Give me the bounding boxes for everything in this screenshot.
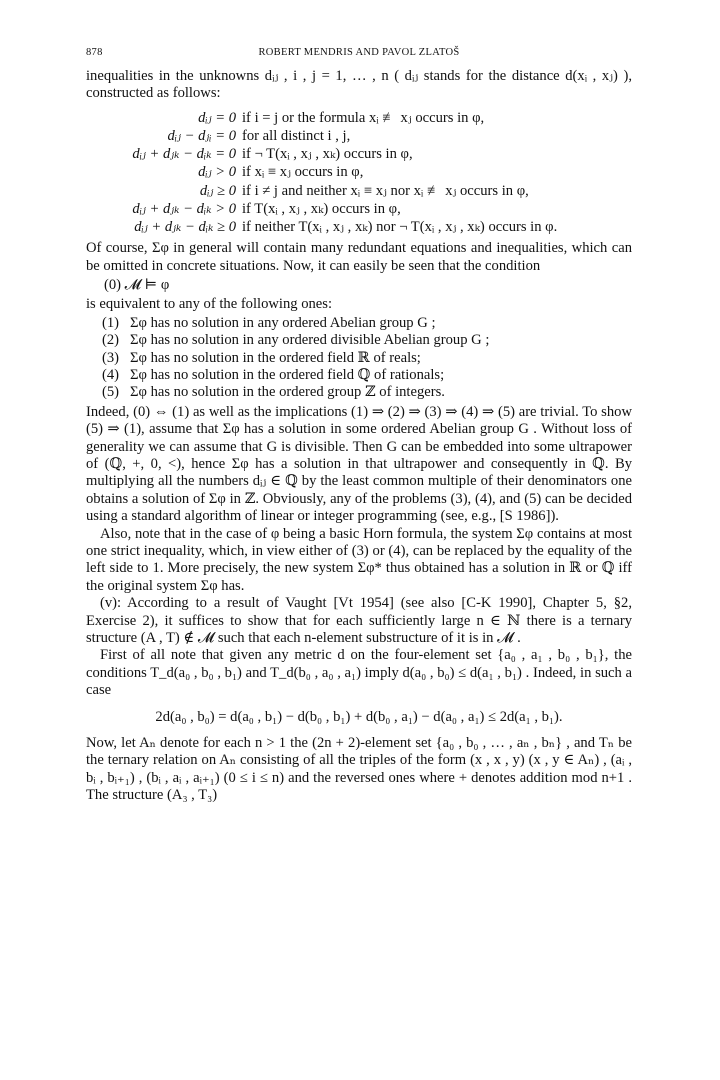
paragraph-vaught: (v): According to a result of Vaught [Vt 1954] (see also [C-K 1990], Chapter 5, §2, Exercise 2), it suffices to show that for each sufficiently large n ∈ ℕ there is a ternary structure (A , T) ∉ 𝓜 such that each n-element substructure of it is in 𝓜 . (86, 595, 632, 647)
list-item (102, 315, 632, 332)
equation-condition: for all distinct i , j, (242, 128, 351, 144)
page-number: 878 (86, 47, 103, 58)
page-header (86, 47, 632, 58)
equation-row (86, 200, 632, 218)
equation-lhs: dᵢⱼ + dⱼₖ − dᵢₖ ≥ 0 (134, 218, 236, 235)
paragraph-horn: Also, note that in the case of φ being a basic Horn formula, the system Σφ contains at most one strict inequality, which, in view either of (3) or (4), can be replaced by the equality of the left side to 1. More precisely, the new system Σφ* thus obtained has a solution in ℝ or ℚ iff the original system Σφ has. (86, 525, 632, 594)
page (86, 47, 632, 804)
paragraph-metric: First of all note that given any metric d on the four-element set {a₀ , a₁ , b₀ , b₁}, the conditions T_d(a₀ , b₀ , b₁) and T_d(b₀ , a₀ , a₁) imply d(a₀ , b₀) ≤ d(a₁ , b₁) . Indeed, in such a case (86, 647, 632, 699)
list-item (102, 350, 632, 367)
item-text: Σφ has no solution in the ordered field ℚ of rationals; (130, 366, 445, 383)
display-equation: 2d(a₀ , b₀) = d(a₀ , b₁) − d(b₀ , b₁) + d(b₀ , a₁) − d(a₀ , a₁) ≤ 2d(a₁ , b₁). (155, 708, 563, 725)
paragraph-equivalent: is equivalent to any of the following ones: (86, 296, 333, 313)
equation-row (86, 127, 632, 145)
list-item (102, 332, 632, 349)
equation-lhs: dᵢⱼ − dⱼᵢ = 0 (167, 128, 236, 144)
list-item (102, 367, 632, 384)
equation-condition: if ¬ T(xᵢ , xⱼ , xₖ) occurs in φ, (242, 146, 413, 163)
equation-row (86, 182, 632, 200)
equation-condition: if xᵢ ≡ xⱼ occurs in φ, (242, 164, 364, 181)
paragraph-indeed: Indeed, (0) ⇔ (1) as well as the implications (1) ⇒ (2) ⇒ (3) ⇒ (4) ⇒ (5) are trivial. To show (5) ⇒ (1), assume that Σφ has a solution in some ordered Abelian group G . Without loss of generality we can assume that G is divisible. Then G can be embedded into some ultrapower of (ℚ, +, 0, <), hence Σφ has a solution in that ultrapower and consequently in ℚ. By multiplying all the numbers dᵢⱼ ∈ ℚ by the least common multiple of their denominators one obtains a solution of Σφ in ℤ. Obviously, any of the problems (3), (4), and (5) can be decided using a standard algorithm of linear or integer programming (see, e.g., [S 1986]). (86, 403, 632, 525)
equation-row (86, 109, 632, 127)
equation-row (86, 218, 632, 236)
paragraph-intro: inequalities in the unknowns dᵢⱼ , i , j = 1, … , n ( dᵢⱼ stands for the distance d(xᵢ , xⱼ) ), constructed as follows: (86, 68, 632, 102)
equation-row (86, 145, 632, 163)
equation-lhs: dᵢⱼ + dⱼₖ − dᵢₖ > 0 (132, 200, 236, 217)
equation-condition: if i ≠ j and neither xᵢ ≡ xⱼ nor xᵢ ≢ xⱼ occurs in φ, (242, 182, 529, 199)
equation-condition: if i = j or the formula xᵢ ≢ xⱼ occurs in φ, (242, 109, 485, 126)
item-text: Σφ has no solution in the ordered field ℝ of reals; (130, 349, 421, 366)
equation-condition: if T(xᵢ , xⱼ , xₖ) occurs in φ, (242, 200, 401, 217)
item-text: Σφ has no solution in any ordered divisible Abelian group G ; (130, 332, 490, 349)
paragraph-redundant: Of course, Σφ in general will contain many redundant equations and inequalities, which can be omitted in concrete situations. Now, it can easily be seen that the condition (86, 240, 632, 274)
equation-lhs: dᵢⱼ > 0 (198, 164, 236, 181)
list-item (102, 384, 632, 401)
equation-row (86, 163, 632, 181)
equation-lhs: dᵢⱼ = 0 (198, 109, 236, 126)
item-label: (5) (102, 384, 120, 401)
item-label: (2) (102, 332, 120, 349)
paragraph-now-let: Now, let Aₙ denote for each n > 1 the (2n + 2)-element set {a₀ , b₀ , … , aₙ , bₙ} , and Tₙ be the ternary relation on Aₙ consisting of all the triples of the form (x , x , y) (x , y ∈ Aₙ) , (aᵢ , bᵢ , bᵢ₊₁) , (bᵢ , aᵢ , aᵢ₊₁) (0 ≤ i ≤ n) and the reversed ones where + denotes addition mod n+1 . The structure (A₃ , T₃) (86, 734, 632, 803)
item-text: Σφ has no solution in any ordered Abelian group G ; (130, 314, 436, 331)
equation-lhs: dᵢⱼ ≥ 0 (199, 182, 236, 199)
equation-condition: if neither T(xᵢ , xⱼ , xₖ) nor ¬ T(xᵢ , xⱼ , xₖ) occurs in φ. (242, 218, 558, 235)
running-title: ROBERT MENDRIS AND PAVOL ZLATOŠ (258, 47, 460, 58)
item-label: (1) (102, 314, 120, 331)
equation-lhs: dᵢⱼ + dⱼₖ − dᵢₖ = 0 (132, 146, 236, 163)
condition-zero: (0) 𝓜 ⊨ φ (104, 276, 170, 293)
conditions-list (86, 315, 632, 402)
equation-system (86, 109, 632, 236)
item-text: Σφ has no solution in the ordered group ℤ of integers. (130, 384, 445, 401)
item-label: (4) (102, 366, 120, 383)
item-label: (3) (102, 349, 120, 366)
